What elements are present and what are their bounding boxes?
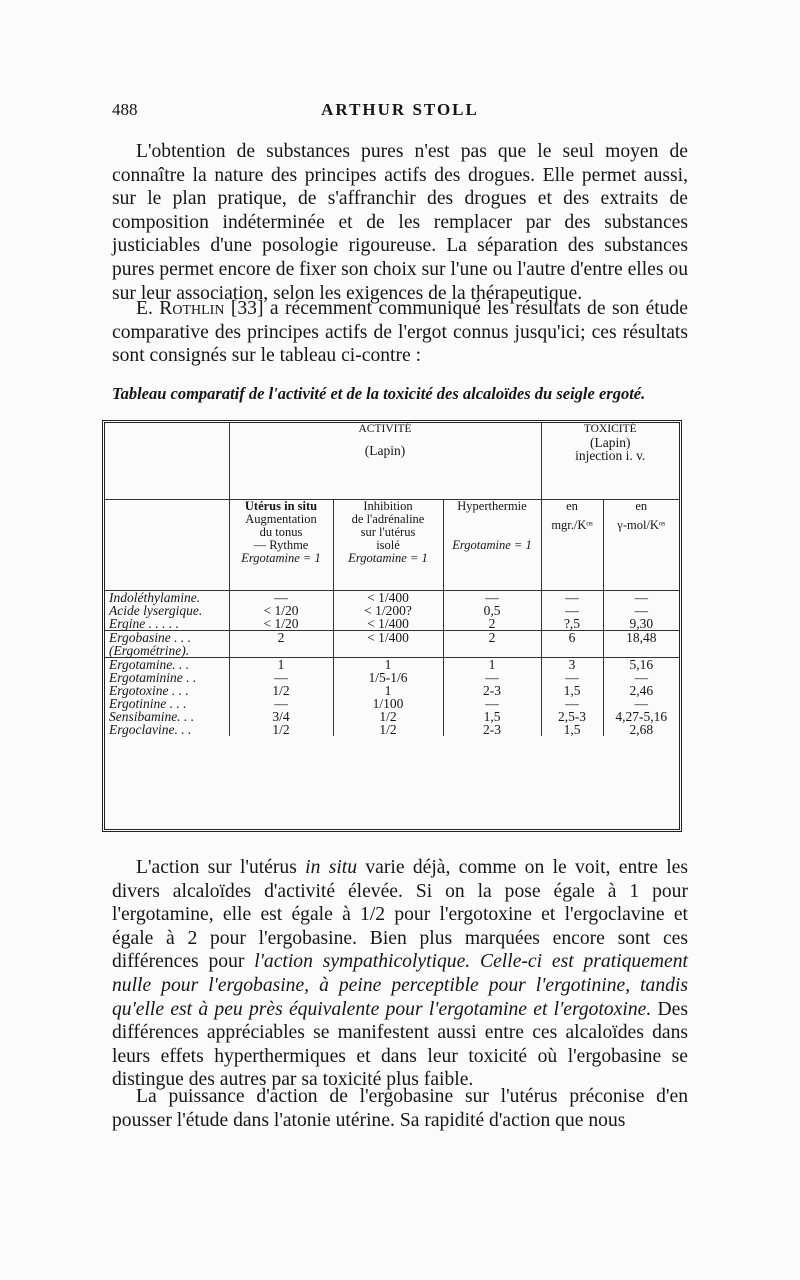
cells-mgr: 6	[541, 631, 603, 658]
table-group-3	[105, 658, 679, 737]
header-inhibition: Inhibition de l'adrénaline sur l'utérus isolé Ergotamine = 1	[333, 500, 443, 591]
table-header-groups	[105, 423, 679, 500]
cells-hyperthermia: 1 — 2-3 — 1,5 2-3	[443, 658, 541, 737]
p3-text-a: L'action sur l'utérus	[136, 857, 306, 878]
cells-inhibition: 1 1/5-1/6 1 1/100 1/2 1/2	[333, 658, 443, 737]
p2-prefix: E.	[136, 298, 160, 319]
running-title: ARTHUR STOLL	[321, 100, 479, 119]
header-hyperthermia: Hyperthermie Ergotamine = 1	[443, 500, 541, 591]
cells-mgr: 3 — 1,5 — 2,5-3 1,5	[541, 658, 603, 737]
paragraph-2	[112, 297, 688, 368]
cells-inhibition: < 1/400	[333, 631, 443, 658]
row-names: Ergobasine . . . (Ergométrine).	[105, 631, 229, 658]
header-mol: en γ-mol/Kᵒˢ	[603, 500, 679, 591]
p3-italic-d: l'action sympathicolytique. Celle-ci est pratiquement nulle pour l'ergobasine, à peine perceptible pour l'ergotinine, tandis qu'elle est à peu près équivalente pour l'ergotamine et l'ergotoxine.	[112, 951, 688, 1020]
header-empty	[105, 423, 229, 500]
cells-mgr: — — ?,5	[541, 591, 603, 631]
cells-inhibition: < 1/400 < 1/200? < 1/400	[333, 591, 443, 631]
p3-text-e: Des différences appréciables se manifestent aussi entre ces alcaloïdes dans leurs effets hyperthermiques et dans leur toxicité où l'ergobasine se distingue des autres par sa toxicité plus faible.	[112, 998, 688, 1091]
table-caption: Tableau comparatif de l'activité et de la toxicité des alcaloïdes du seigle ergoté.	[112, 384, 646, 403]
cells-uterus: 2	[229, 631, 333, 658]
page-number: 488	[112, 100, 138, 119]
table-header-columns	[105, 500, 679, 591]
row-names: Ergotamine. . . Ergotaminine . . Ergotoxine . . . Ergotinine . . . Sensibamine. . . Ergoclavine. . .	[109, 657, 197, 737]
header-activity: ACTIVITÉ (Lapin)	[229, 423, 541, 500]
header-toxicity: TOXICITÉ (Lapin) injection i. v.	[541, 423, 679, 500]
p3-text-c: varie déjà, comme on le voit, entre les divers alcaloïdes d'activité élevée. Si on la pose égale à 1 pour l'ergotamine, elle est égale à 1/2 pour l'ergotoxine et l'ergoclavine et égale à 2 pour l'ergobasine. Bien plus marquées encore sont ces différences pour	[112, 857, 689, 973]
cells-mol: — — 9,30	[603, 591, 679, 631]
header-uterus: Utérus in situ Augmentation du tonus — Rythme Ergotamine = 1	[229, 500, 333, 591]
paragraph-4: La puissance d'action de l'ergobasine sur l'utérus préconise d'en pousser l'étude dans l'atonie utérine. Sa rapidité d'action que nous	[112, 1086, 688, 1131]
alkaloid-table	[105, 423, 679, 736]
cells-hyperthermia: 2	[443, 631, 541, 658]
paragraph-1: L'obtention de substances pures n'est pas que le seul moyen de connaître la nature des principes actifs des drogues. Elle permet aussi, sur le plan pratique, de s'affranchir des drogues et des extraits de composition indéterminée et de les remplacer par des substances justiciables d'une posologie rigoureuse. La séparation des substances pures permet encore de fixer son choix sur l'une ou l'autre d'entre elles ou sur leur association, selon les exigences de la thérapeutique.	[112, 141, 688, 304]
cells-hyperthermia: — 0,5 2	[443, 591, 541, 631]
p3-italic-b: in situ	[305, 857, 358, 878]
cells-uterus: 1 — 1/2 — 3/4 1/2	[229, 658, 333, 737]
page-header	[112, 100, 688, 124]
paragraph-3	[112, 856, 688, 1092]
table-group-1	[105, 591, 679, 631]
row-names: Indoléthylamine. Acide lysergique. Ergine . . . . .	[105, 591, 229, 631]
author-name: Rothlin	[159, 298, 225, 319]
p2-rest: [33] a récemment communiqué les résultats de son étude comparative des principes actifs de l'ergot connus jusqu'ici; ces résultats sont consignés sur le tableau ci-contre :	[112, 298, 689, 367]
cells-mol: 18,48	[603, 631, 679, 658]
header-mgr: en mgr./Kᵒˢ	[541, 500, 603, 591]
cells-mol: 5,16 — 2,46 — 4,27-5,16 2,68	[603, 658, 679, 737]
table-group-2	[105, 631, 679, 658]
cells-uterus: — < 1/20 < 1/20	[229, 591, 333, 631]
